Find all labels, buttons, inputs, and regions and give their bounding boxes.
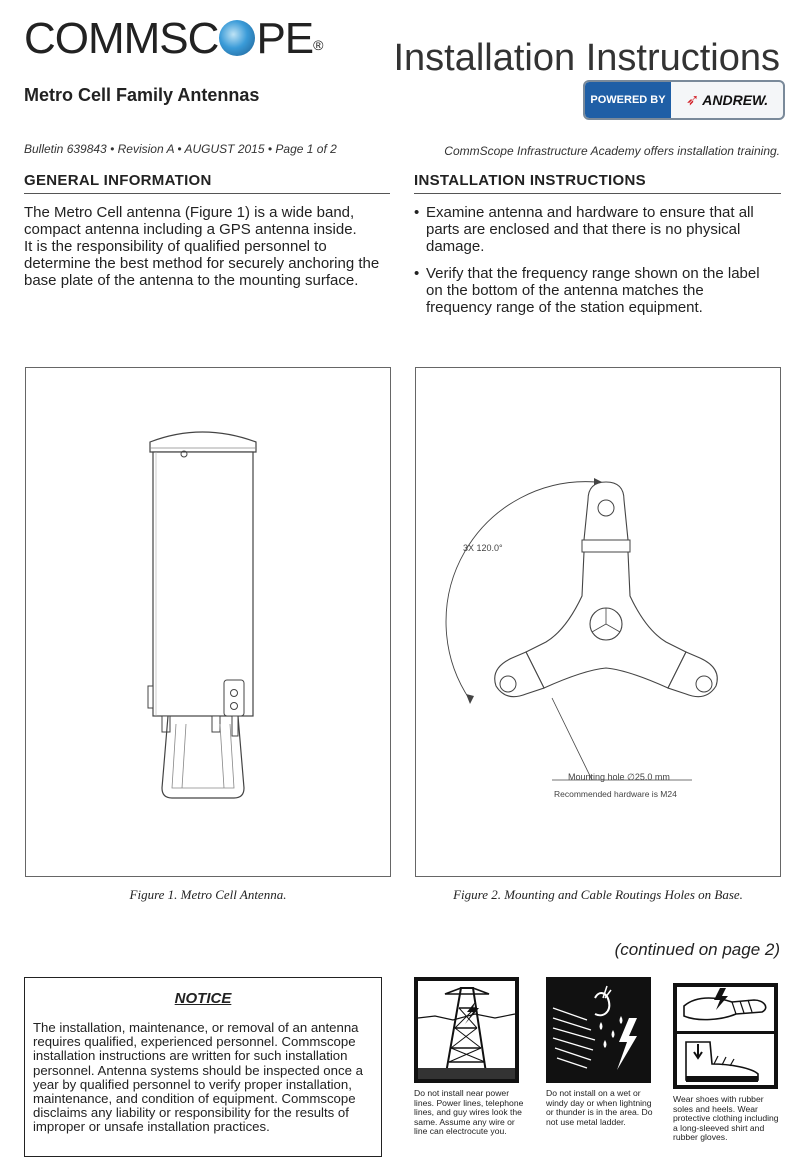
- install-bullet: [414, 265, 781, 316]
- rubber-shoe-icon: [673, 983, 778, 1089]
- angle-label: 3X 120.0°: [463, 543, 503, 553]
- logo-text-prefix: COMMSC: [24, 14, 219, 63]
- mounting-base-drawing: [416, 368, 780, 876]
- figure-1-frame: [25, 367, 391, 877]
- notice-title: NOTICE: [174, 990, 232, 1007]
- storm-icon: [546, 977, 651, 1083]
- recommended-hardware-label: Recommended hardware is M24: [554, 789, 677, 799]
- figure-2-frame: [415, 367, 781, 877]
- bulletin-info: Bulletin 639843 • Revision A • AUGUST 2015 • Page 1 of 2: [24, 142, 337, 156]
- installation-section: [414, 172, 781, 316]
- install-bullet-text: Verify that the frequency range shown on the label on the bottom of the antenna matches the frequency range of the station equipment.: [426, 265, 760, 316]
- notice-box: [24, 977, 382, 1157]
- warning-text: Do not install near power lines. Power lines, telephone lines, and guy wires look the same. Assume any wire or line can electrocute you.: [414, 1088, 524, 1136]
- general-info-section: [24, 172, 390, 289]
- general-info-heading: GENERAL INFORMATION: [24, 172, 390, 194]
- notice-body: The installation, maintenance, or removal of an antenna requires qualified, experienced personnel. Commscope installation instructions are written for such installation personnel. Antenna systems should be inspected once a year by qualified personnel to verify proper installation, maintenance, and condition of equipment. Commscope disclaims any liability or responsibility for the results of improper or unsafe installation practices.: [33, 1020, 363, 1135]
- powered-by-badge: [583, 80, 785, 120]
- logo-text-suffix: PE: [256, 14, 314, 63]
- document-title: Installation Instructions: [393, 37, 780, 79]
- safety-warning: [414, 977, 526, 1137]
- figure-2-caption: Figure 2. Mounting and Cable Routings Holes on Base.: [453, 887, 743, 902]
- figure-1-caption: Figure 1. Metro Cell Antenna.: [129, 887, 287, 902]
- bullet-icon: •: [414, 265, 420, 282]
- install-bullet: [414, 204, 781, 255]
- install-bullet-text: Examine antenna and hardware to ensure that all parts are enclosed and that there is no physical damage.: [426, 204, 754, 255]
- safety-warning: [673, 983, 785, 1143]
- safety-warning: [546, 977, 658, 1127]
- mounting-hole-label: Mounting hole ∅25.0 mm: [568, 772, 670, 782]
- powered-by-label: POWERED BY: [585, 82, 671, 118]
- academy-note: CommScope Infrastructure Academy offers installation training.: [444, 144, 780, 158]
- power-line-icon: [414, 977, 519, 1083]
- metro-cell-antenna-drawing: [26, 368, 390, 876]
- commscope-logo: [24, 14, 322, 64]
- warning-text: Do not install on a wet or windy day or when lightning or thunder is in the area. Do not use metal ladder.: [546, 1088, 653, 1127]
- globe-icon: [219, 20, 255, 56]
- general-info-paragraph-2: It is the responsibility of qualified personnel to determine the best method for securely anchoring the base plate of the antenna to the mounting surface.: [24, 238, 380, 289]
- andrew-brand-label: ANDREW.: [702, 92, 769, 108]
- bullet-icon: •: [414, 204, 420, 221]
- installation-heading: INSTALLATION INSTRUCTIONS: [414, 172, 781, 194]
- continued-note: (continued on page 2): [614, 940, 780, 959]
- warning-text: Wear shoes with rubber soles and heels. Wear protective clothing including a long-sleeved shirt and rubber gloves.: [673, 1094, 779, 1142]
- andrew-brand: [671, 82, 783, 118]
- andrew-swoosh-icon: ➶: [685, 92, 700, 109]
- registered-mark: ®: [313, 37, 323, 53]
- product-subtitle: Metro Cell Family Antennas: [24, 85, 260, 105]
- general-info-paragraph: The Metro Cell antenna (Figure 1) is a wide band, compact antenna including a GPS antenna inside.: [24, 204, 357, 238]
